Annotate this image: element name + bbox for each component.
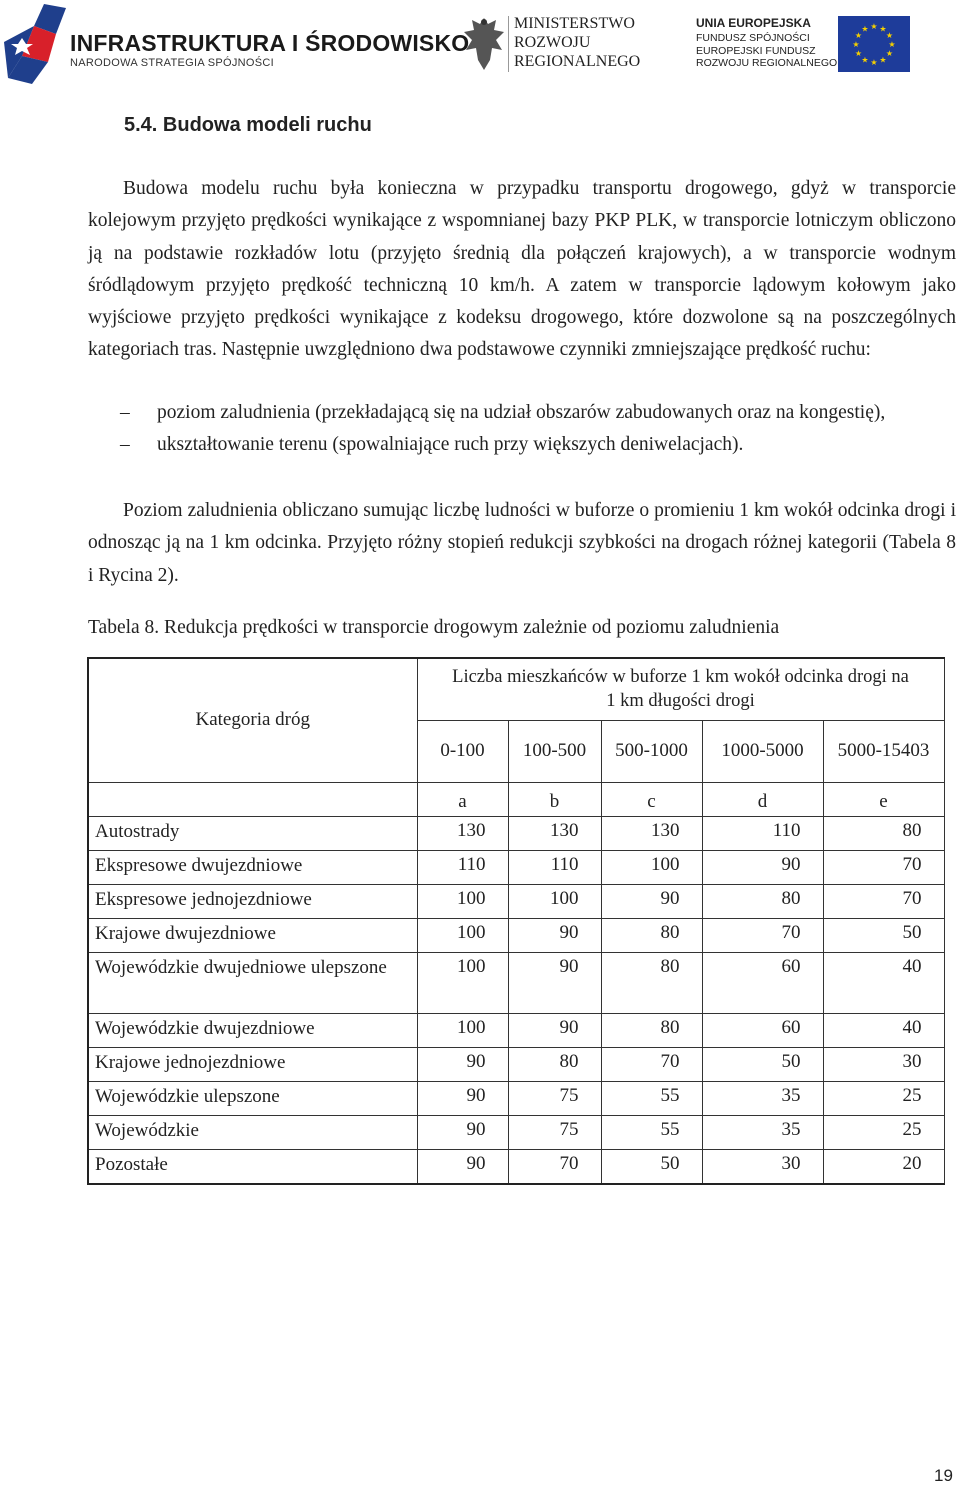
infrastruktura-subtitle: NARODOWA STRATEGIA SPÓJNOŚCI (70, 57, 274, 69)
value-cell: 90 (508, 952, 601, 1013)
table-row (88, 816, 944, 850)
value-cell: 30 (823, 1047, 944, 1081)
value-cell: 35 (702, 1081, 823, 1115)
category-cell: Wojewódzkie (88, 1115, 417, 1149)
value-cell: 110 (702, 816, 823, 850)
svg-text:★: ★ (854, 31, 863, 40)
section-heading: 5.4. Budowa modeli ruchu (124, 114, 372, 136)
row-header-label: Kategoria dróg (195, 709, 310, 731)
page-header (0, 0, 960, 90)
eu-stars-icon (838, 16, 910, 72)
value-cell: 90 (508, 1013, 601, 1047)
svg-text:★: ★ (852, 40, 860, 49)
value-cell: 100 (417, 884, 508, 918)
paragraph-1: Budowa modelu ruchu była konieczna w przypadku transportu drogowego, gdyż w transporcie kolejowym przyjęto prędkości wynikające z wspomnianej bazy PKP PLK, w transporcie lotniczym obliczono ją na podstawie rozkładów lotu (przyjęto średnią dla połączeń krajowych), a w transporcie wodnym śródlądowym przyjęto prędkość techniczną 10 km/h. A zatem w transporcie lądowym kołowym jako wyjściowe przyjęto prędkości wynikające z kodeksu drogowego, które dozwolone są na poszczególnych kategoriach tras. Następnie uwzględniono dwa podstawowe czynniki zmniejszające prędkość ruchu: (88, 178, 956, 361)
value-cell: 70 (508, 1149, 601, 1184)
category-cell: Pozostałe (88, 1149, 417, 1184)
value-cell: 70 (702, 918, 823, 952)
letter-header-row (88, 782, 944, 816)
value-cell: 50 (702, 1047, 823, 1081)
eu-fund-line-3: ROZWOJU REGIONALNEGO (696, 57, 838, 69)
value-cell: 130 (601, 816, 702, 850)
category-cell: Ekspresowe jednojezdniowe (88, 884, 417, 918)
infrastruktura-brand: INFRASTRUKTURA I ŚRODOWISKO (70, 30, 470, 56)
category-cell: Krajowe jednojezdniowe (88, 1047, 417, 1081)
category-cell: Wojewódzkie ulepszone (88, 1081, 417, 1115)
infrastruktura-emblem-icon (4, 4, 66, 84)
value-cell: 110 (508, 850, 601, 884)
value-cell: 130 (508, 816, 601, 850)
value-cell: 80 (823, 816, 944, 850)
ministerstwo-line-3: REGIONALNEGO (514, 53, 641, 70)
value-cell: 55 (601, 1115, 702, 1149)
value-cell: 90 (601, 884, 702, 918)
value-cell: 130 (417, 816, 508, 850)
ministerstwo-text (514, 14, 640, 71)
value-cell: 70 (823, 884, 944, 918)
value-cell: 55 (601, 1081, 702, 1115)
value-cell: 35 (702, 1115, 823, 1149)
table-row (88, 1149, 944, 1184)
svg-text:★: ★ (888, 40, 896, 49)
category-cell: Krajowe dwujezdniowe (88, 918, 417, 952)
ministerstwo-logo (462, 10, 662, 80)
svg-text:★: ★ (870, 22, 878, 31)
group-header-cell (417, 658, 944, 720)
factor-list (88, 397, 956, 462)
row-header-cell (88, 658, 417, 782)
ministerstwo-line-2: ROZWOJU (514, 34, 591, 51)
table-header-row (88, 658, 944, 720)
group-header-label: Liczba mieszkańców w buforze 1 km wokół odcinka drogi na 1 km długości drogi (452, 667, 909, 712)
eu-fund-line-1: FUNDUSZ SPÓJNOŚCI (696, 32, 810, 44)
table-row (88, 1115, 944, 1149)
ministerstwo-divider (508, 16, 509, 72)
svg-text:★: ★ (861, 55, 869, 65)
value-cell: 80 (601, 1013, 702, 1047)
eu-logo (696, 16, 916, 76)
eu-title: UNIA EUROPEJSKA (696, 16, 811, 30)
value-cell: 60 (702, 1013, 823, 1047)
range-cell: 1000-5000 (702, 720, 823, 782)
value-cell: 40 (823, 952, 944, 1013)
value-cell: 80 (508, 1047, 601, 1081)
ministerstwo-line-1: MINISTERSTWO (514, 15, 635, 32)
value-cell: 90 (417, 1149, 508, 1184)
svg-text:★: ★ (861, 24, 869, 34)
svg-text:★: ★ (879, 55, 887, 65)
value-cell: 20 (823, 1149, 944, 1184)
value-cell: 40 (823, 1013, 944, 1047)
value-cell: 90 (417, 1081, 508, 1115)
category-cell: Wojewódzkie dwujezdniowe (88, 1013, 417, 1047)
eu-fund-line-2: EUROPEJSKI FUNDUSZ (696, 44, 816, 57)
category-cell: Wojewódzkie dwujedniowe ulepszone (88, 952, 417, 1013)
list-item-text: ukształtowanie terenu (spowalniające ruch przy większych deniwelacjach). (157, 434, 744, 456)
svg-text:★: ★ (870, 58, 878, 67)
table-row (88, 1013, 944, 1047)
table-row (88, 884, 944, 918)
value-cell: 60 (702, 952, 823, 1013)
list-item-text: poziom zaludnienia (przekładającą się na udział obszarów zabudowanych oraz na kongestię), (157, 402, 886, 423)
value-cell: 80 (601, 952, 702, 1013)
value-cell: 90 (417, 1115, 508, 1149)
category-cell: Ekspresowe dwujezdniowe (88, 850, 417, 884)
category-cell: Autostrady (88, 816, 417, 850)
empty-cell (88, 782, 417, 816)
letter-cell: e (823, 782, 944, 816)
letter-cell: a (417, 782, 508, 816)
value-cell: 50 (601, 1149, 702, 1184)
letter-cell: b (508, 782, 601, 816)
value-cell: 80 (601, 918, 702, 952)
list-dash: – (120, 434, 130, 456)
list-dash: – (120, 402, 130, 423)
eu-flag-icon (838, 16, 910, 72)
range-cell: 500-1000 (601, 720, 702, 782)
table-row (88, 850, 944, 884)
value-cell: 90 (417, 1047, 508, 1081)
value-cell: 25 (823, 1081, 944, 1115)
value-cell: 100 (508, 884, 601, 918)
speed-reduction-table (87, 657, 945, 1185)
letter-cell: d (702, 782, 823, 816)
value-cell: 25 (823, 1115, 944, 1149)
table-row (88, 1081, 944, 1115)
value-cell: 75 (508, 1115, 601, 1149)
table-row (88, 918, 944, 952)
table-caption: Tabela 8. Redukcja prędkości w transporcie drogowym zależnie od poziomu zaludnienia (88, 617, 780, 638)
svg-text:★: ★ (854, 49, 863, 58)
value-cell: 100 (601, 850, 702, 884)
value-cell: 80 (702, 884, 823, 918)
value-cell: 70 (823, 850, 944, 884)
value-cell: 30 (702, 1149, 823, 1184)
list-item (88, 429, 956, 461)
table-row (88, 952, 944, 1013)
page-number: 19 (934, 1466, 953, 1485)
letter-cell: c (601, 782, 702, 816)
value-cell: 50 (823, 918, 944, 952)
value-cell: 70 (601, 1047, 702, 1081)
svg-text:★: ★ (885, 31, 894, 40)
range-cell: 0-100 (417, 720, 508, 782)
svg-text:★: ★ (885, 49, 894, 58)
value-cell: 110 (417, 850, 508, 884)
range-cell: 5000-15403 (823, 720, 944, 782)
value-cell: 100 (417, 1013, 508, 1047)
paragraph-2: Poziom zaludnienia obliczano sumując liczbę ludności w buforze o promieniu 1 km wokół odcinka drogi i odnosząc ją na 1 km odcinka. Przyjęto różny stopień redukcji szybkości na drogach różnej kategorii (Tabela 8 i Rycina 2). (88, 500, 956, 586)
svg-text:★: ★ (879, 24, 887, 34)
infrastruktura-logo (4, 4, 470, 84)
value-cell: 75 (508, 1081, 601, 1115)
value-cell: 90 (508, 918, 601, 952)
table-row (88, 1047, 944, 1081)
value-cell: 90 (702, 850, 823, 884)
value-cell: 100 (417, 952, 508, 1013)
range-cell: 100-500 (508, 720, 601, 782)
eu-funds-text (696, 32, 837, 70)
eagle-emblem-icon (462, 14, 506, 74)
table-body (88, 816, 944, 1184)
list-item (88, 397, 956, 429)
value-cell: 100 (417, 918, 508, 952)
